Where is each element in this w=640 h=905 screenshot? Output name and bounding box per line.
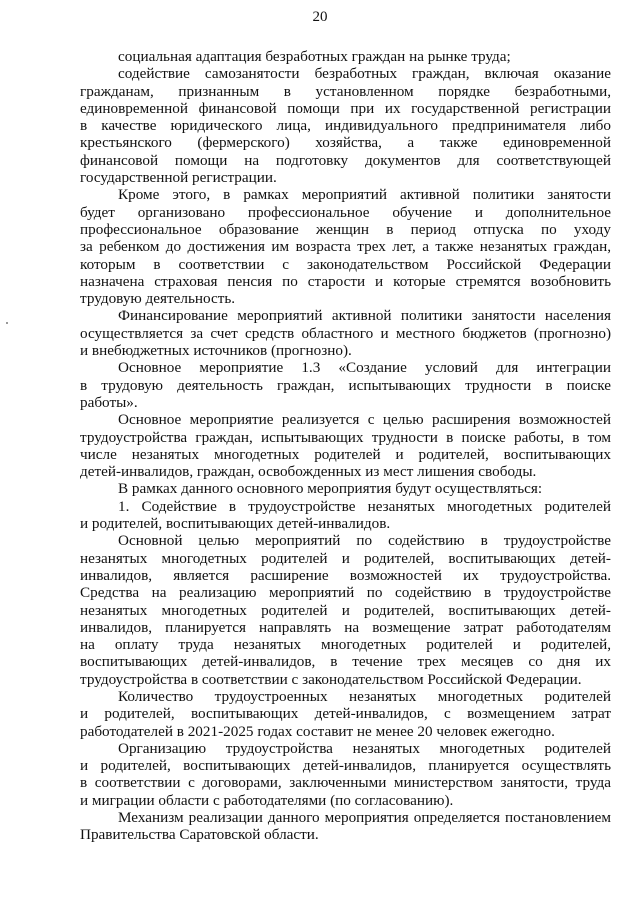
text-line: единовременной финансовой помощи при их государственной регистрации	[80, 99, 611, 117]
text-line: Основное мероприятие 1.3 «Создание условий для интеграции	[118, 359, 611, 377]
text-line: работы».	[80, 393, 138, 411]
text-line: осуществляется за счет средств областного и местного бюджетов (прогнозно)	[80, 324, 611, 342]
text-line: Кроме этого, в рамках мероприятий активной политики занятости	[118, 186, 611, 204]
paragraph	[80, 307, 611, 359]
text-line: Основной целью мероприятий по содействию в трудоустройстве	[118, 532, 611, 550]
text-line: в качестве юридического лица, индивидуального предпринимателя либо	[80, 117, 611, 135]
text-line: трудовую деятельность.	[80, 290, 236, 308]
scan-speck	[6, 322, 8, 324]
paragraph	[80, 498, 611, 533]
text-line: в трудовую деятельность граждан, испытывающих трудности в поиске	[80, 376, 611, 394]
text-line: назначена страховая пенсия по старости и которые стремятся возобновить	[80, 272, 611, 290]
text-line: в соответствии с договорами, заключенными министерством занятости, труда	[80, 774, 611, 792]
text-line: крестьянского (фермерского) хозяйства, а также единовременной	[80, 134, 611, 152]
paragraph	[80, 480, 611, 497]
paragraph	[80, 359, 611, 411]
paragraph	[80, 48, 611, 65]
text-line: и внебюджетных источников (прогнозно).	[80, 342, 352, 360]
text-line: Количество трудоустроенных незанятых многодетных родителей	[118, 687, 611, 705]
text-line: финансовой помощи на подготовку документов для соответствующей	[80, 151, 611, 169]
text-line: которым в соответствии с законодательством Российской Федерации	[80, 255, 611, 273]
text-line: за ребенком до достижения им возраста трех лет, а также незанятых граждан,	[80, 238, 611, 256]
text-line: незанятых многодетных родителей и родителей, воспитывающих детей-	[80, 601, 611, 619]
text-line: воспитывающих детей-инвалидов, в течение трех месяцев со дня их	[80, 653, 611, 671]
text-line: на оплату труда незанятых многодетных родителей и родителей,	[80, 636, 611, 654]
paragraph	[80, 186, 611, 307]
text-line: содействие самозанятости безработных граждан, включая оказание	[118, 65, 611, 83]
text-line: детей-инвалидов, граждан, освобожденных из мест лишения свободы.	[80, 463, 537, 481]
text-line: Организацию трудоустройства незанятых многодетных родителей	[118, 739, 611, 757]
paragraph	[80, 411, 611, 480]
page-number: 20	[312, 9, 328, 25]
text-line: и миграции области с работодателями (по согласованию).	[80, 791, 454, 809]
text-line: числе незанятых многодетных родителей и родителей, воспитывающих	[80, 445, 611, 463]
text-line: трудоустройства в соответствии с законодательством Российской Федерации.	[80, 670, 582, 688]
text-line: Механизм реализации данного мероприятия определяется постановлением	[118, 809, 611, 827]
text-line: трудоустройства граждан, испытывающих трудности в поиске работы, в том	[80, 428, 611, 446]
text-line: государственной регистрации.	[80, 169, 277, 187]
text-line: и родителей, воспитывающих детей-инвалидов, планируется осуществлять	[80, 757, 611, 775]
document-body	[80, 48, 611, 844]
text-line: и родителей, воспитывающих детей-инвалидов.	[80, 515, 391, 533]
paragraph	[80, 532, 611, 688]
text-line: Средства на реализацию мероприятий по содействию в трудоустройстве	[80, 584, 611, 602]
text-line: и родителей, воспитывающих детей-инвалидов, с возмещением затрат	[80, 705, 611, 723]
text-line: инвалидов, планируется направлять на возмещение затрат работодателям	[80, 618, 611, 636]
text-line: Финансирование мероприятий активной политики занятости населения	[118, 307, 611, 325]
paragraph	[80, 740, 611, 809]
text-line: В рамках данного основного мероприятия будут осуществляться:	[118, 480, 543, 498]
text-line: гражданам, признанным в установленном порядке безработными,	[80, 82, 611, 100]
text-line: будет организовано профессиональное обучение и дополнительное	[80, 203, 611, 221]
paragraph	[80, 809, 611, 844]
text-line: профессиональное образование женщин в период отпуска по уходу	[80, 220, 611, 238]
text-line: работодателей в 2021-2025 годах составит не менее 20 человек ежегодно.	[80, 722, 555, 740]
text-line: 1. Содействие в трудоустройстве незанятых многодетных родителей	[118, 497, 611, 515]
text-line: незанятых многодетных родителей и родителей, воспитывающих детей-	[80, 549, 611, 567]
paragraph	[80, 65, 611, 186]
text-line: Правительства Саратовской области.	[80, 826, 319, 844]
paragraph	[80, 688, 611, 740]
text-line: инвалидов, является расширение возможностей их трудоустройства.	[80, 566, 611, 584]
text-line: Основное мероприятие реализуется с целью расширения возможностей	[118, 411, 611, 429]
text-line: социальная адаптация безработных граждан на рынке труда;	[118, 48, 511, 65]
